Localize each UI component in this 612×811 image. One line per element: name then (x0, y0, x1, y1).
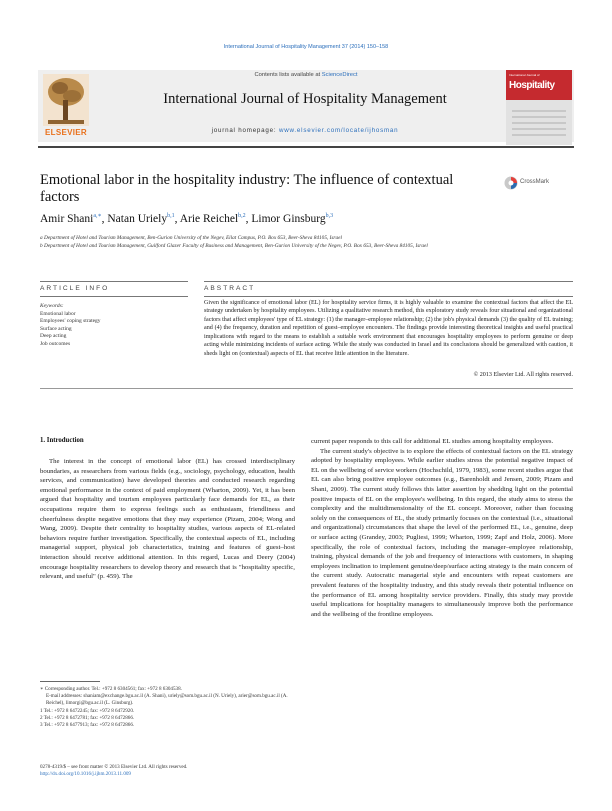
footnotes (40, 686, 300, 729)
elsevier-logo (40, 70, 92, 142)
footnote-2: 2 Tel.: +972 8 6472781; fax: +972 8 6472866. (40, 714, 135, 721)
author-list: Amir Shani$^{a,∗}$, Natan Uriely$^{b,1}$, Arie Reichel$^{b,2}$, Limor Ginsburg$^{b,3}$ (40, 212, 334, 225)
author-name[interactable]: Limor Ginsburg (251, 212, 326, 225)
footnote-emails[interactable]: E-mail addresses: shaniam@exchange.bgu.ac.il (A. Shani), uriely@som.bgu.ac.il (N. Uriely), arier@som.bgu.ac.il (A. Reichel), limorgi@bgu.ac.il (L. Ginsburg). (46, 693, 288, 707)
author-name[interactable]: Natan Uriely (107, 212, 168, 225)
article-title: Emotional labor in the hospitality industry: The influence of contextual factors (40, 172, 454, 205)
crossmark-icon (504, 176, 518, 190)
body-column-left: The interest in the concept of emotional labor (EL) has crossed interdisciplinary boundaries, as researchers from various fields (e.g., sociology, psychology, education, health services, and communication) have developed theories and conducted research regarding emotional performance in the context of paid employment (Wharton, 2009). Yet, it has been argued that hospitality and tourism employees particularly face demands for EL, as their occupations require them to express feelings such as enthusiasm, friendliness and cheerfulness despite negative emotions that they may experience (Pizam, 2004; Wong and Wang, 2009). Despite their centrality to hospitality studies, various aspects of EL-related behaviors require further investigation. Specifically, the contextual aspects of EL, including managerial support, physical job characteristics, training and features of guest–host interaction should receive additional attention. In this regard, Lucas and Deery (2004) encourage hospitality researchers to develop theory and research that is "hospitality specific, relevant, and useful" (p. 459). The (40, 458, 295, 581)
abstract-copyright: © 2013 Elsevier Ltd. All rights reserved. (473, 372, 573, 378)
front-matter-info (40, 764, 300, 778)
affiliation-a: a Department of Hotel and Tourism Management, Ben-Gurion University of the Negev, Eilat Campus, P.O. Box 653, Beer-Sheva 84105, Israel (40, 235, 342, 241)
journal-title: International Journal of Hospitality Management (163, 91, 447, 107)
abstract-rule-bottom (204, 296, 573, 297)
homepage-link[interactable]: www.elsevier.com/locate/ijhosman (278, 127, 399, 134)
author-affiliation-mark[interactable]: a,∗ (93, 213, 102, 219)
cover-title: Hospitality (509, 80, 555, 91)
contents-prefix: Contents lists available at (254, 72, 322, 78)
crossmark-badge[interactable] (504, 176, 584, 190)
footnote-3: 3 Tel.: +972 8 6477913; fax: +972 8 6472866. (40, 722, 135, 729)
article-info-rule-top (40, 281, 188, 282)
doi-link[interactable]: http://dx.doi.org/10.1016/j.ijhm.2013.11.009 (40, 771, 131, 778)
keyword: Job outcomes (40, 340, 71, 347)
abstract-heading: ABSTRACT (204, 285, 256, 292)
keywords-label: Keywords: (40, 303, 64, 309)
journal-citation[interactable]: International Journal of Hospitality Management 37 (2014) 150–158 (223, 44, 389, 50)
cover-subtitle: International Journal of (509, 73, 540, 77)
homepage-label: journal homepage: (211, 127, 279, 134)
header-divider (38, 146, 574, 148)
keyword: Emotional labor (40, 310, 76, 317)
cover-text-lines (512, 110, 566, 140)
body-paragraph: current paper responds to this call for additional EL studies among hospitality employees. (311, 438, 554, 445)
issn-line: 0278-4319/$ – see front matter © 2013 Elsevier Ltd. All rights reserved. (40, 764, 188, 770)
journal-cover-thumbnail[interactable] (506, 70, 572, 145)
affiliation-b: b Department of Hotel and Tourism Management, Guilford Glazer Faculty of Business and Management, Ben-Gurion University of the Negev, P.O. Box 653, Beer-Sheva 84105, Israel (40, 242, 428, 249)
article-info-heading: ARTICLE INFO (40, 285, 110, 292)
keyword: Surface acting (40, 325, 72, 332)
abstract-rule-top (204, 281, 573, 282)
crossmark-label: CrossMark (520, 179, 550, 185)
article-info-rule-bottom (40, 296, 188, 297)
body-column-right (311, 437, 573, 619)
author-affiliation-mark[interactable]: b,3 (325, 213, 334, 219)
author-name[interactable]: Arie Reichel (179, 212, 239, 225)
author-affiliation-mark[interactable]: b,1 (167, 213, 175, 219)
footnote-1: 1 Tel.: +972 8 6472245; fax: +972 8 6472920. (40, 707, 135, 714)
keyword: Deep acting (40, 333, 67, 340)
journal-homepage (95, 127, 515, 134)
publisher-logo-text: ELSEVIER (45, 128, 87, 137)
abstract-text: Given the significance of emotional labor (EL) for hospitality service firms, it is highly valuable to examine the contextual factors that affect the EL strategy undertaken by hospitality employees. Utilizing a qualitative research method, this exploratory study reveals four situational and organizational factors that affect employees' type of EL strategy: (1) the manager–employee relationship; (2) the job's physical demands (3) the quality of EL training; and (4) the frequency, duration and repetition of guest–employee encounters. The findings provide interesting theoretical insights and useful practical implications with regard to the means to establish a suitable work environment that encourages hospitality employees to perform genuine or deep acting while minimizing incidents of surface acting. While the study was conducted in Israel and its conclusions should be generalized with caution, it sheds light on (contextual) aspects of EL that receive little attention in the literature. (204, 300, 573, 357)
section-heading-introduction: 1. Introduction (40, 437, 84, 444)
sciencedirect-link[interactable]: ScienceDirect (321, 72, 358, 78)
keywords-block (40, 303, 188, 349)
abstract-end-rule (40, 388, 573, 389)
author-name[interactable]: Amir Shani (40, 212, 94, 225)
author-affiliation-mark[interactable]: b,2 (238, 213, 246, 219)
keyword: Employees' coping strategy (40, 318, 101, 325)
affiliations (40, 235, 575, 250)
footnote-rule (40, 681, 100, 682)
body-paragraph: The current study's objective is to explore the effects of contextual factors on the EL strategy adopted by hospitality employees. While earlier studies stress the potential negative impact of EL on the wellbeing of service workers (Hochschild, 1979, 1983), some recent studies argue that EL can also bring positive employee outcomes (e.g., Barenholdt and Jensen, 2009; Pizam and Shani, 2009). The current study follows this latter assertion by shedding light on the potential positive impacts of EL on the employee's wellbeing. In this regard, the study aims to stress the complexity and the multidimensionality of the EL concept. Moreover, rather than focusing solely on the consequences of EL, the study primarily focuses on the contextual (i.e., situational and organizational) circumstances that shape the level of the performed EL, i.e., genuine, deep or surface acting (Grandey, 2003; Pugliesi, 1999; Wharton, 1999; Zapf and Holz, 2006). More specifically, the role of contextual factors, including the manager–employee relationship, training, physical demands of the job and frequency of interactions with customers, in shaping employees inclination to implement genuine/deep/surface acting strategy is the main concern of the current study. Autocratic managerial style and encounters with repeat customers are prevalent features of the hospitality industry, and this study reveals their potential influence on the performance of EL among hospitality service providers. Finally, this study may provide useful implications for hospitality managers to simultaneously improve both the performance and the wellbeing of the frontline employees. (311, 447, 573, 618)
footnote-corresponding: ∗ Corresponding author. Tel.: +972 8 6304561; fax: +972 8 6304538. (40, 686, 182, 692)
